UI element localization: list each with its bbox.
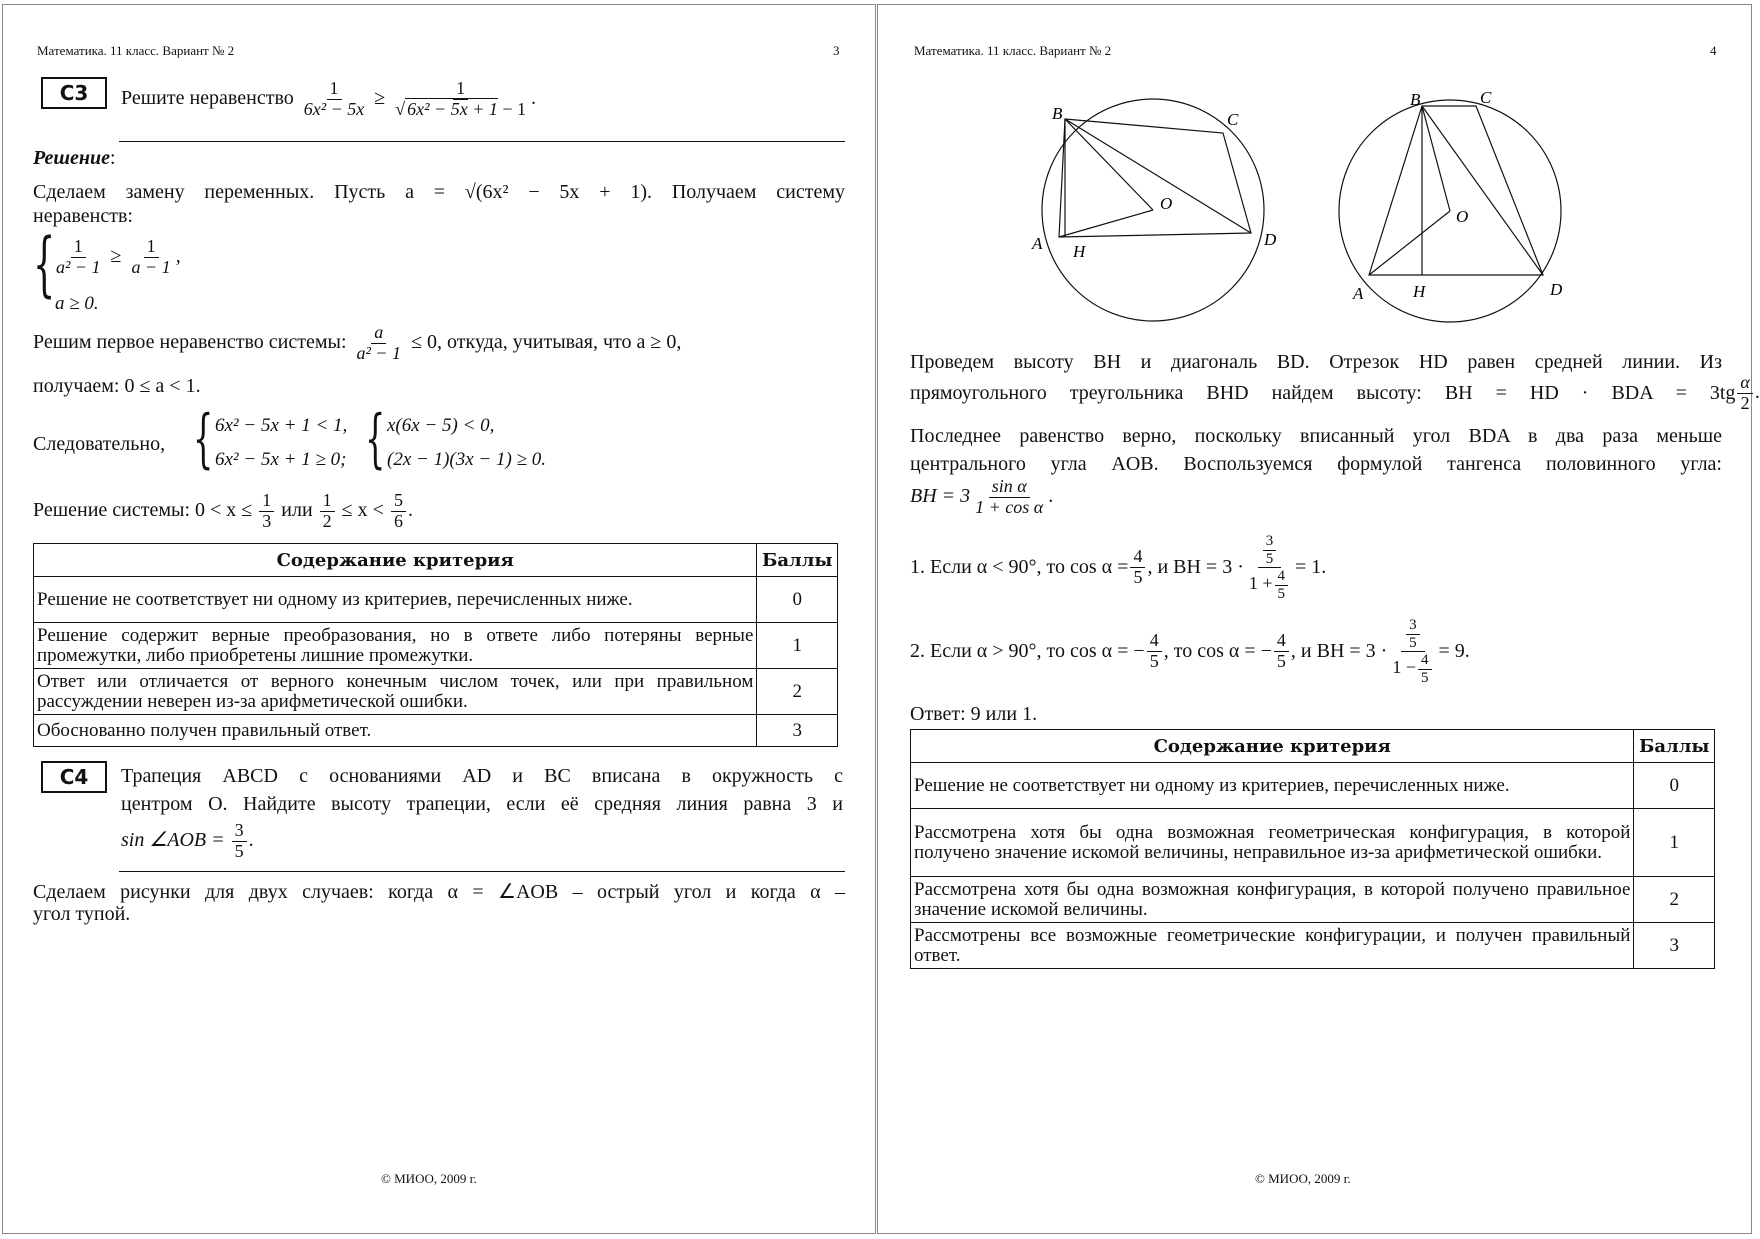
page-footer: © МИОО, 2009 г.	[1255, 1171, 1351, 1186]
case2-cos-num: 4	[1147, 631, 1162, 652]
case1-cos-num: 4	[1130, 547, 1145, 568]
trapezoid-2	[1369, 106, 1543, 275]
case1-text-a: 1. Если α < 90°, то cos α =	[910, 556, 1129, 578]
label-h: H	[1073, 242, 1086, 261]
case1-top-den: 5	[1265, 550, 1274, 567]
solution-line-6: Решение системы: 0 < x ≤ $\frac{1}{3}$ или $\frac{1}{2}$ ≤ x < $\frac{5}{6}$ .	[33, 490, 413, 531]
page-left	[2, 4, 876, 1234]
label-d: D	[1264, 230, 1277, 249]
case1-result: = 1.	[1295, 556, 1327, 578]
table-header-score: Баллы	[757, 544, 838, 577]
para1-num: α	[1737, 373, 1752, 394]
para1-line-1: Проведем высоту BH и диагональ BD. Отрезок HD равен средней линии. Из	[910, 351, 1722, 373]
system3-line-1: x(6x − 5) < 0,	[387, 415, 495, 436]
c3-lhs-den: 6x² − 5x	[303, 98, 365, 119]
para2-den: 1 + cos α	[975, 496, 1044, 517]
system2-brace: {	[193, 402, 214, 476]
solution-line-4: получаем: 0 ≤ a < 1.	[33, 375, 201, 397]
solution-line-2: неравенств:	[33, 205, 133, 227]
figure-obtuse-trapezoid	[1318, 85, 1608, 325]
line6-f2d: 2	[322, 510, 332, 531]
table-row	[911, 763, 1715, 809]
system1-brace: {	[33, 223, 56, 305]
line3-num: a	[371, 323, 386, 344]
c3-lhs-num: 1	[327, 79, 342, 100]
criteria-score: 0	[1634, 763, 1715, 809]
system1-line-1: $\frac{1}{\text{a² − 1}}$ ≥ $\frac{1}{a - 1}$ ,	[51, 237, 181, 278]
table-row	[34, 715, 838, 747]
criteria-text: Решение содержит верные преобразования, но в ответе либо потеряны верные промежутки, либо приобретены лишние промежутки.	[34, 623, 757, 669]
line6-f3d: 6	[393, 510, 403, 531]
case-1	[910, 533, 1326, 602]
label-a: A	[1032, 234, 1043, 253]
case2-cos-den: 5	[1149, 651, 1159, 671]
case1-bot-text: 1 +	[1248, 573, 1273, 594]
criteria-text: Обоснованно получен правильный ответ.	[34, 715, 757, 747]
line6a: Решение системы: 0 < x ≤	[33, 498, 253, 521]
case2-cos-num-2: 4	[1274, 631, 1289, 652]
para1-fraction	[1737, 373, 1752, 414]
table-row	[34, 577, 838, 623]
case1-top-num: 3	[1263, 533, 1277, 551]
solution-line-5: Следовательно,	[33, 433, 166, 455]
criteria-score: 3	[1634, 923, 1715, 969]
case2-result: = 9.	[1438, 640, 1470, 662]
table-header-score: Баллы	[1634, 730, 1715, 763]
criteria-score: 2	[1634, 877, 1715, 923]
criteria-text: Решение не соответствует ни одному из критериев, перечисленных ниже.	[34, 577, 757, 623]
c4-text-line-1: Сделаем рисунки для двух случаев: когда α = ∠AOB – острый угол и когда α –	[33, 881, 845, 903]
system3-brace: {	[365, 402, 386, 476]
case2-text-b: , то cos α = −	[1163, 640, 1272, 662]
case2-text-c: , и BH = 3 ·	[1290, 640, 1388, 662]
label-c: C	[1227, 110, 1239, 129]
radius-ob-2	[1422, 106, 1450, 211]
table-row	[34, 669, 838, 715]
c3-ge: ≥	[374, 86, 386, 109]
line3-fraction	[354, 323, 405, 364]
label-a: A	[1353, 284, 1364, 303]
c4-line-1: Трапеция ABCD с основаниями AD и BC вписана в окружность с	[121, 765, 843, 787]
table-row	[911, 877, 1715, 923]
radius-oa-1	[1059, 210, 1153, 237]
problem-label-c3: C3	[41, 77, 107, 109]
c4-den: 5	[234, 840, 244, 861]
line6-frac-1	[259, 491, 274, 532]
para2-bh: BH = 3	[910, 484, 971, 507]
c4-sin-text: sin ∠AOB =	[121, 828, 225, 851]
case2-cos-frac	[1147, 631, 1162, 672]
sys1-num2: 1	[144, 237, 159, 258]
c3-rhs-num: 1	[453, 79, 468, 100]
c4-fraction	[232, 821, 247, 862]
page-header-left: Математика. 11 класс. Вариант № 2	[914, 43, 1112, 58]
answer: Ответ: 9 или 1.	[910, 703, 1038, 725]
c3-rhs-root: 6x² − 5x + 1	[407, 98, 498, 119]
system2-line-1: 6x² − 5x + 1 < 1,	[215, 415, 348, 436]
case2-text-a: 2. Если α > 90°, то cos α = −	[910, 640, 1145, 662]
criteria-score: 1	[1634, 809, 1715, 877]
case2-bot-den: 5	[1421, 669, 1429, 686]
table-header-criteria: Содержание критерия	[34, 544, 757, 577]
criteria-table-c3	[33, 543, 838, 747]
label-d: D	[1550, 280, 1563, 299]
table-row	[911, 809, 1715, 877]
line3-den: a² − 1	[356, 342, 402, 363]
criteria-text: Ответ или отличается от верного конечным числом точек, или при правильном рассуждении неверен из-за арифметической ошибки.	[34, 669, 757, 715]
problem-label-c4: C4	[41, 761, 107, 793]
system1-line-2: a ≥ 0.	[55, 293, 99, 314]
line6b: или	[281, 498, 313, 521]
case2-top-num: 3	[1406, 617, 1420, 635]
line3b: ≤ 0, откуда, учитывая, что a ≥ 0,	[411, 330, 682, 353]
page-header-left: Математика. 11 класс. Вариант № 2	[37, 43, 235, 58]
criteria-text: Решение не соответствует ни одному из критериев, перечисленных ниже.	[911, 763, 1634, 809]
c4-num: 3	[232, 821, 247, 842]
para2-fraction	[972, 477, 1046, 518]
criteria-score: 0	[757, 577, 838, 623]
criteria-score: 2	[757, 669, 838, 715]
case2-top-den: 5	[1409, 634, 1417, 651]
case2-top-frac	[1406, 617, 1420, 651]
criteria-text: Рассмотрена хотя бы одна возможная геометрическая конфигурация, в которой получено значение искомой величины, неправильное из-за арифметической ошибки.	[911, 809, 1634, 877]
criteria-text: Рассмотрены все возможные геометрические конфигурации, и получен правильный ответ.	[911, 923, 1634, 969]
sys1-frac-2	[129, 237, 174, 278]
para2-num: sin α	[989, 477, 1030, 498]
line6c: ≤ x <	[341, 498, 384, 521]
c3-statement: Решите неравенство $\frac{1}{\text{6x² − 5x}}$ ≥ $\frac{1}{\text{√ 6x² − 5x + 1 − 1}}$ .	[121, 78, 536, 119]
line6-f3n: 5	[391, 491, 406, 512]
label-o: O	[1456, 207, 1469, 226]
line6-frac-2	[320, 491, 335, 532]
line6-f1n: 1	[259, 491, 274, 512]
line6-f1d: 3	[262, 510, 272, 531]
case1-text-b: , и BH = 3 ·	[1147, 556, 1244, 578]
case2-big-frac	[1389, 617, 1436, 686]
c4-line-3: sin ∠AOB = $\frac{3}{5}$ .	[121, 820, 254, 861]
criteria-text: Рассмотрена хотя бы одна возможная конфигурация, в которой получено правильное значение искомой величины.	[911, 877, 1634, 923]
para1-line-2: прямоугольного треугольника BHD найдем высоту: BH = HD · BDA = 3tg $\frac{\alpha}{2}$ .	[910, 372, 1760, 413]
para1-den: 2	[1740, 392, 1750, 413]
solution-heading-text: Решение	[33, 147, 111, 169]
case1-bot-frac	[1275, 568, 1289, 602]
table-header-row	[34, 544, 838, 577]
system2-line-2: 6x² − 5x + 1 ≥ 0;	[215, 449, 347, 470]
criteria-score: 3	[757, 715, 838, 747]
page-number: 4	[1710, 43, 1717, 58]
case1-bot-num: 4	[1275, 568, 1289, 586]
table-header-criteria: Содержание критерия	[911, 730, 1634, 763]
para2-line-3: BH = 3 $\frac{\text{sin α}}{\text{1 + cos α}}$ .	[910, 476, 1054, 517]
c3-statement-text: Решите неравенство	[121, 86, 294, 109]
c4-text-line-2: угол тупой.	[33, 903, 131, 925]
sys1-den2: a − 1	[131, 256, 171, 277]
page-right	[877, 4, 1760, 1234]
table-header-row	[911, 730, 1715, 763]
page-footer: © МИОО, 2009 г.	[381, 1171, 477, 1186]
sys1-den1: a² − 1	[56, 256, 101, 277]
label-h: H	[1413, 282, 1426, 301]
c3-rule	[119, 141, 845, 142]
radius-oa-2	[1369, 211, 1450, 275]
diagonal-bd-2	[1422, 106, 1543, 275]
para2-line-1: Последнее равенство верно, поскольку вписанный угол BDA в два раза меньше	[910, 425, 1722, 447]
c4-rule	[119, 871, 845, 872]
label-c: C	[1480, 88, 1492, 107]
trapezoid-1	[1059, 119, 1251, 237]
sys1-num1: 1	[71, 237, 86, 258]
para2-line-2: центрального угла AOB. Воспользуемся формулой тангенса половинного угла:	[910, 453, 1722, 475]
case2-cos-den-2: 5	[1276, 651, 1286, 671]
c3-rhs-fraction: $\frac{1}{\text{√ 6x² − 5x + 1 − 1}}$	[395, 78, 526, 119]
case1-cos-den: 5	[1133, 567, 1143, 587]
label-b: B	[1410, 90, 1421, 109]
system3-line-2: (2x − 1)(3x − 1) ≥ 0.	[387, 449, 546, 470]
case1-top-frac	[1263, 533, 1277, 567]
label-o: O	[1160, 194, 1173, 213]
solution-line-3	[33, 323, 681, 364]
case-2	[910, 617, 1470, 686]
line3a: Решим первое неравенство системы:	[33, 330, 347, 353]
case2-bot-frac	[1418, 652, 1432, 686]
case2-cos-frac-2	[1274, 631, 1289, 672]
case2-bot-num: 4	[1418, 652, 1432, 670]
case1-cos-frac	[1130, 547, 1145, 588]
figure-acute-trapezoid	[1008, 95, 1298, 335]
page-number: 3	[833, 43, 840, 58]
line6-f2n: 1	[320, 491, 335, 512]
label-b: B	[1052, 104, 1063, 123]
case1-bot-den: 5	[1277, 585, 1286, 602]
c3-lhs-fraction	[301, 79, 368, 120]
c4-line-2: центром O. Найдите высоту трапеции, если её средняя линия равна 3 и	[121, 793, 843, 815]
solution-line-1: Сделаем замену переменных. Пусть a = √(6x² − 5x + 1). Получаем систему	[33, 181, 845, 203]
c3-rhs-tail: − 1	[502, 98, 526, 119]
case2-bot-text: 1 −	[1392, 657, 1416, 678]
table-row	[34, 623, 838, 669]
criteria-table-c4	[910, 729, 1715, 969]
diagonal-bd-1	[1065, 119, 1251, 233]
criteria-score: 1	[757, 623, 838, 669]
table-row	[911, 923, 1715, 969]
solution-heading: Решение:	[33, 147, 116, 169]
para1-line2-text: прямоугольного треугольника BHD найдем высоту: BH = HD · BDA = 3tg	[910, 381, 1736, 404]
sys1-ge: ≥	[110, 244, 122, 267]
line6-frac-3	[391, 491, 406, 532]
sys1-frac-1	[53, 237, 104, 278]
case1-big-frac	[1246, 533, 1293, 602]
